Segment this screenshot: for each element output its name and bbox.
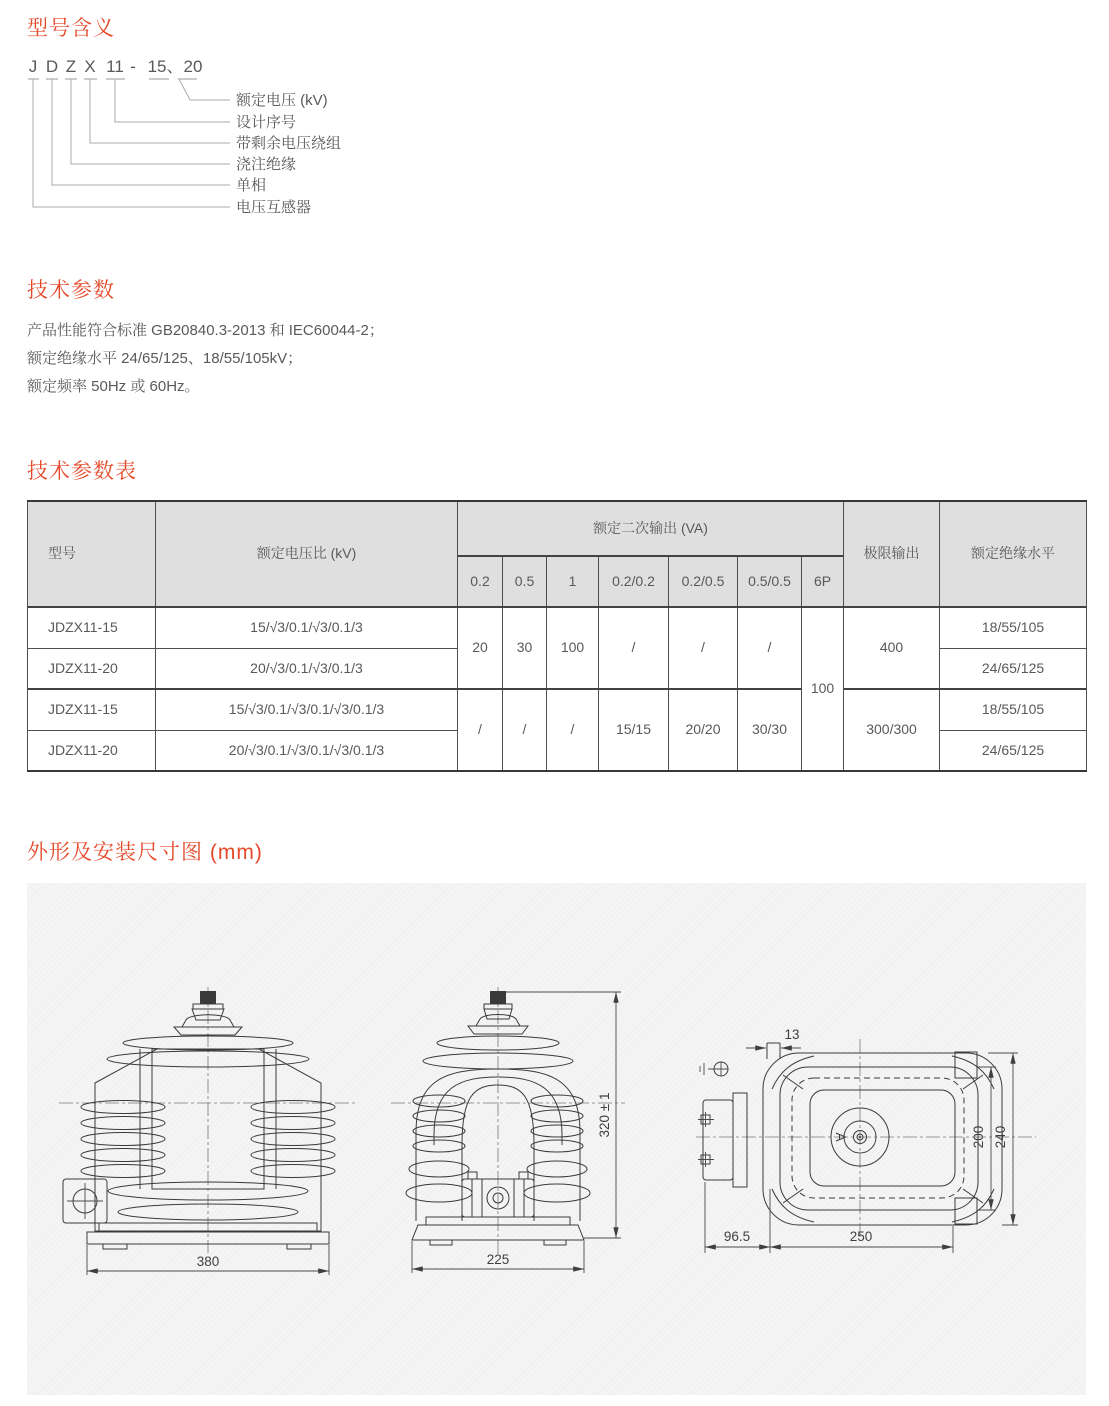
model-code-token: 11 — [106, 57, 124, 76]
th-insulation-level: 额定绝缘水平 — [940, 501, 1087, 607]
cell-output-02-02: 15/15 — [599, 689, 669, 771]
dim-label-13: 13 — [784, 1027, 800, 1042]
drawings-panel — [27, 883, 1086, 1395]
dim-label-380: 380 — [196, 1254, 220, 1269]
cell-output-02-02: / — [599, 607, 669, 689]
cell-ratio: 20/√3/0.1/√3/0.1/√3/0.1/3 — [156, 730, 458, 771]
cell-output-0-2: / — [458, 689, 503, 771]
dim-label-200: 200 — [971, 1125, 986, 1149]
table-row — [28, 689, 1087, 730]
dim-label-225: 225 — [486, 1252, 510, 1267]
tech-params-line: 额定绝缘水平 24/65/125、18/55/105kV； — [27, 350, 303, 367]
th-class-05-05: 0.5/0.5 — [738, 556, 802, 607]
cell-output-02-05: 20/20 — [669, 689, 738, 771]
th-class-02-02: 0.2/0.2 — [599, 556, 669, 607]
dimension-240 — [988, 1053, 1018, 1225]
cell-insulation: 18/55/105 — [940, 689, 1087, 730]
model-code-token: 15、20 — [147, 57, 203, 76]
cell-model: JDZX11-20 — [28, 730, 156, 771]
tech-params-line: 产品性能符合标准 GB20840.3-2013 和 IEC60044-2； — [27, 322, 384, 339]
mounting-tabs — [767, 1043, 977, 1224]
cell-output-0-5: 30 — [503, 607, 547, 689]
cell-ratio: 20/√3/0.1/√3/0.1/3 — [156, 648, 458, 689]
cell-model: JDZX11-15 — [28, 689, 156, 730]
th-class-6p: 6P — [802, 556, 844, 607]
cell-ratio: 15/√3/0.1/√3/0.1/3 — [156, 607, 458, 648]
th-class-02-05: 0.2/0.5 — [669, 556, 738, 607]
th-class-0-5: 0.5 — [503, 556, 547, 607]
connector-lines — [33, 79, 230, 207]
front-view-drawing — [47, 983, 362, 1288]
cell-output-0-5: / — [503, 689, 547, 771]
th-voltage-ratio: 额定电压比 (kV) — [156, 501, 458, 607]
cell-ratio: 15/√3/0.1/√3/0.1/√3/0.1/3 — [156, 689, 458, 730]
cell-output-1: 100 — [547, 607, 599, 689]
model-code-token: X — [84, 57, 96, 76]
dimension-bottom — [705, 1182, 953, 1253]
terminal-block — [698, 1093, 747, 1187]
side-view-drawing — [385, 983, 645, 1288]
model-label-voltage-transformer: 电压互感器 — [236, 199, 312, 216]
model-code-token: J — [28, 57, 38, 76]
th-class-0-2: 0.2 — [458, 556, 503, 607]
th-secondary-output: 额定二次输出 (VA) — [458, 501, 844, 556]
cell-output-05-05: 30/30 — [738, 689, 802, 771]
model-label-single-phase: 单相 — [236, 177, 267, 194]
top-view-drawing — [688, 1015, 1043, 1270]
cell-limit-output: 300/300 — [844, 689, 940, 771]
table-row — [28, 607, 1087, 648]
dim-label-250: 250 — [849, 1229, 873, 1244]
tech-params-line: 额定频率 50Hz 或 60Hz。 — [27, 378, 200, 395]
cell-insulation: 24/65/125 — [940, 648, 1087, 689]
dim-label-240: 240 — [993, 1125, 1008, 1149]
section-title-dimensions: 外形及安装尺寸图 (mm) — [27, 841, 263, 864]
dimension-tab-13 — [746, 1027, 801, 1048]
section-title-tech-params: 技术参数 — [27, 279, 115, 302]
model-code-token: Z — [65, 57, 77, 76]
ground-symbol — [700, 1062, 728, 1076]
dim-label-320: 320 ± 1 — [597, 1092, 612, 1138]
th-class-1: 1 — [547, 556, 599, 607]
model-code-diagram — [27, 48, 487, 228]
model-label-cast-insulation: 浇注绝缘 — [236, 156, 297, 173]
model-code-token: - — [130, 57, 136, 76]
cell-output-6p: 100 — [802, 607, 844, 771]
cell-output-0-2: 20 — [458, 607, 503, 689]
model-code-token: D — [45, 57, 59, 76]
cell-limit-output: 400 — [844, 607, 940, 689]
cell-output-05-05: / — [738, 607, 802, 689]
cell-model: JDZX11-20 — [28, 648, 156, 689]
th-model: 型号 — [28, 501, 156, 607]
cell-output-02-05: / — [669, 607, 738, 689]
cell-insulation: 18/55/105 — [940, 607, 1087, 648]
cell-output-1: / — [547, 689, 599, 771]
secondary-terminal-box — [63, 1179, 107, 1223]
section-title-tech-table: 技术参数表 — [27, 460, 137, 483]
section-arrow-label: A — [833, 1132, 848, 1142]
tech-params-text — [27, 317, 384, 401]
cell-model: JDZX11-15 — [28, 607, 156, 648]
model-label-design-serial: 设计序号 — [236, 114, 297, 131]
body-outlines — [763, 1053, 1002, 1225]
cell-insulation: 24/65/125 — [940, 730, 1087, 771]
dim-label-96-5: 96.5 — [723, 1229, 751, 1244]
model-label-residual-winding: 带剩余电压绕组 — [236, 135, 342, 152]
section-title-model-meaning: 型号含义 — [27, 17, 115, 40]
spec-table — [27, 500, 1087, 772]
dimension-side-height — [506, 992, 621, 1238]
model-label-rated-voltage: 额定电压 (kV) — [236, 92, 328, 109]
th-limit-output: 极限输出 — [844, 501, 940, 607]
